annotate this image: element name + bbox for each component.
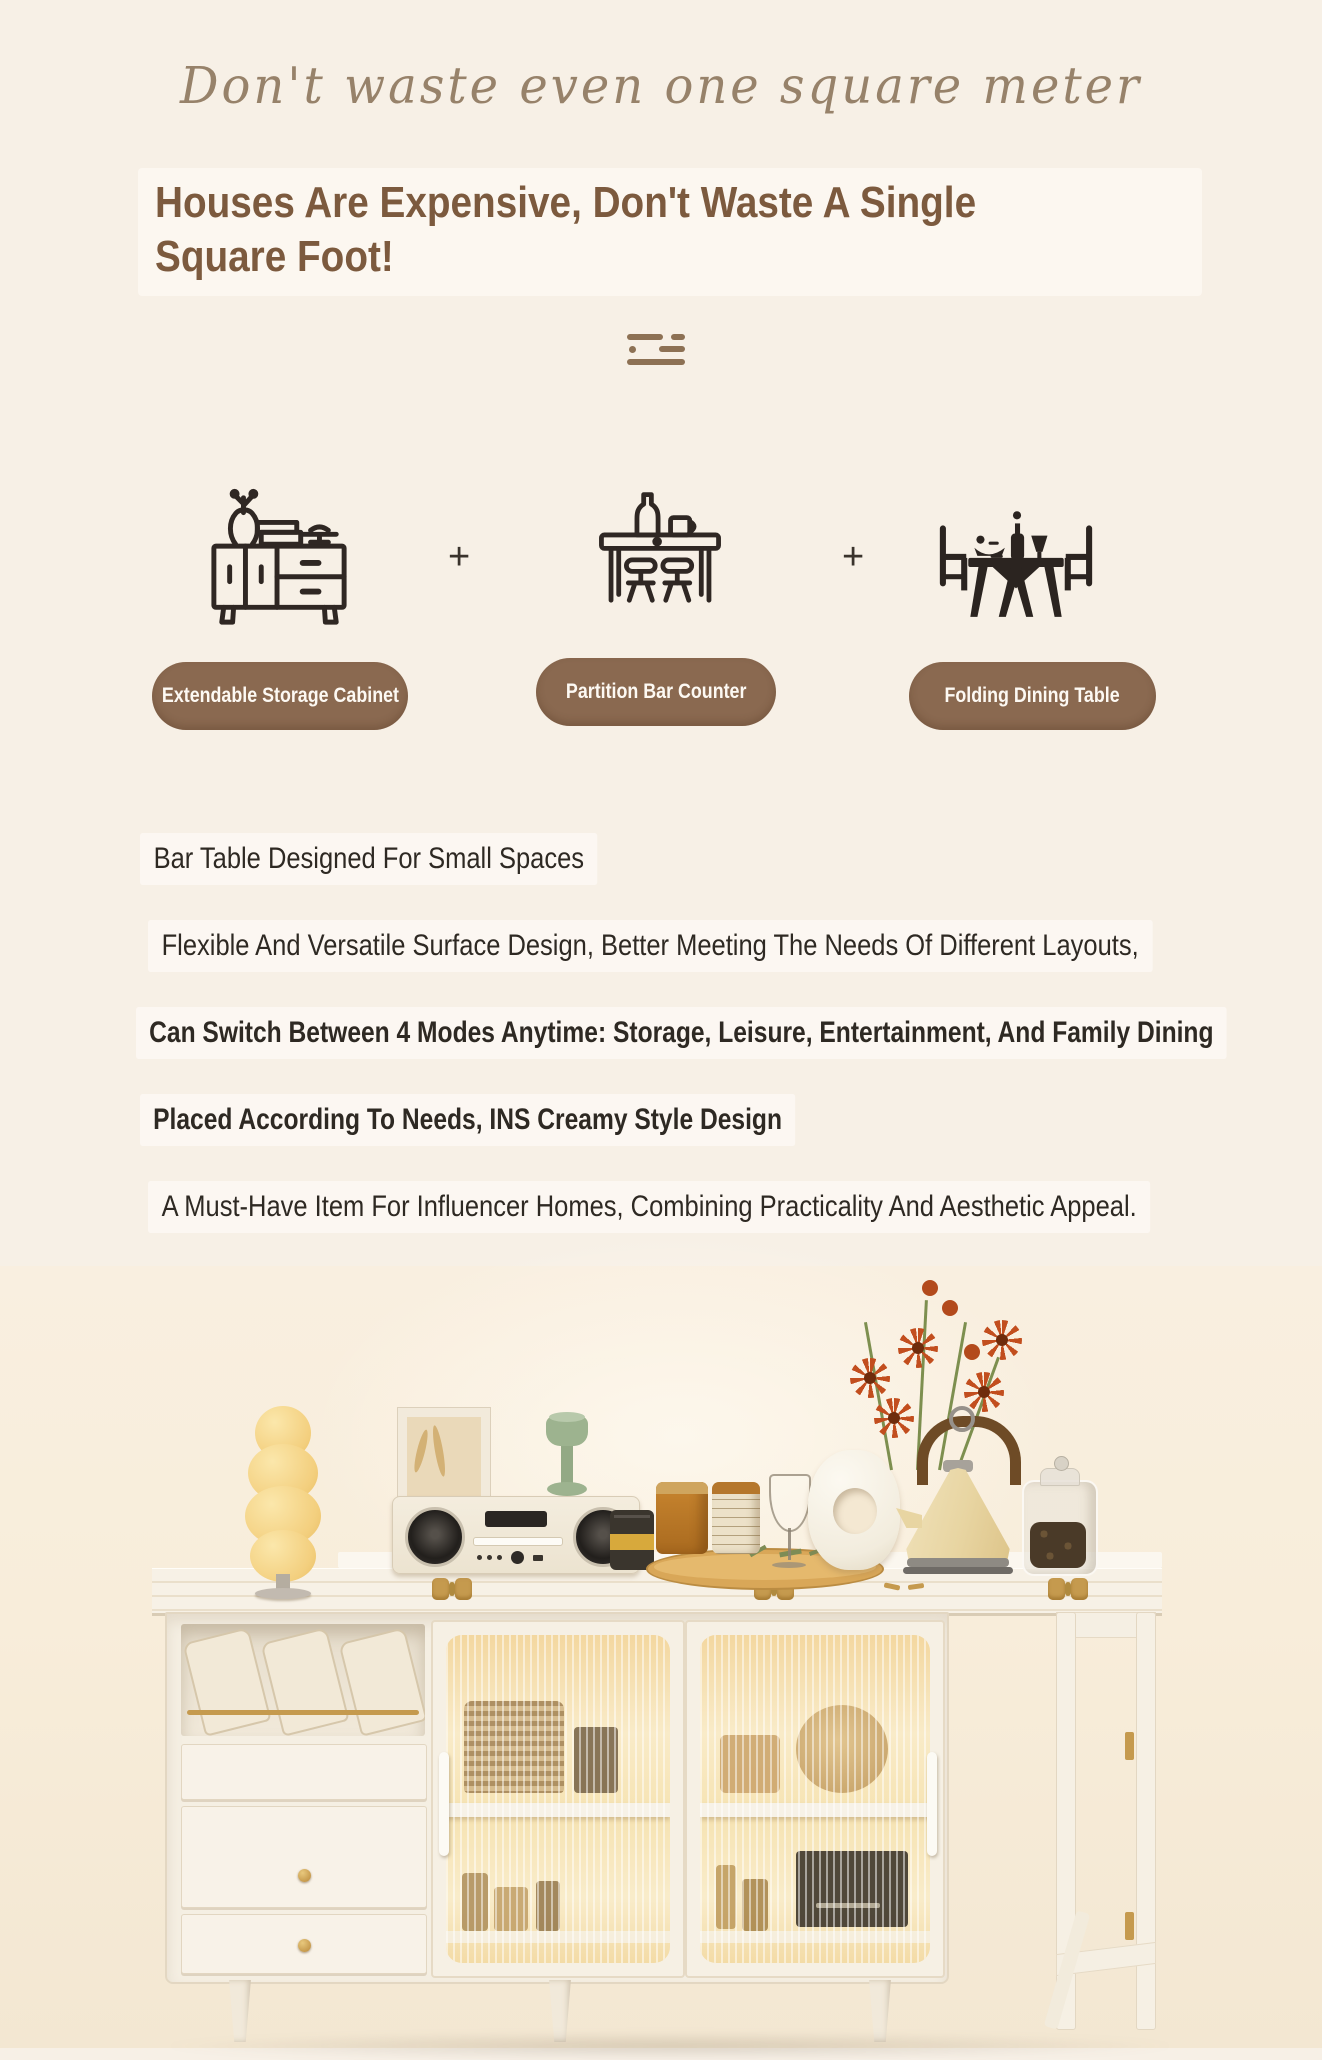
description-line: Can Switch Between 4 Modes Anytime: Storage, Leisure, Entertainment, And Family Dining — [136, 1007, 1227, 1059]
feature-pill-label: Partition Bar Counter — [565, 680, 747, 703]
small-jar — [610, 1510, 654, 1570]
wavy-table-lamp — [240, 1406, 326, 1602]
glass-door-left — [431, 1620, 685, 1978]
product-photo — [0, 1266, 1322, 2048]
page-title — [155, 176, 976, 283]
fold-leg-bar — [1136, 1612, 1156, 2030]
page-title-line2: Square Foot! — [155, 231, 394, 281]
gold-hinge — [432, 1578, 472, 1600]
gold-rail — [187, 1710, 419, 1715]
gold-hinge — [1048, 1578, 1088, 1600]
shallow-drawer — [181, 1744, 427, 1800]
description-line: Bar Table Designed For Small Spaces — [140, 833, 598, 885]
door-handle — [439, 1752, 449, 1856]
canister-labeled — [712, 1482, 760, 1554]
bar-counter-icon — [588, 485, 732, 629]
description-line: A Must-Have Item For Influencer Homes, Combining Practicality And Aesthetic Appeal. — [148, 1181, 1150, 1233]
glass-cookie-jar — [1022, 1480, 1098, 1576]
door-handle — [927, 1752, 937, 1856]
gold-knob — [298, 1869, 311, 1882]
glass-door-right — [685, 1620, 945, 1978]
speaker-left — [405, 1507, 465, 1567]
dining-table-icon — [928, 497, 1104, 629]
plus-separator: + — [448, 536, 471, 578]
gold-leg-hinge — [1125, 1732, 1134, 1760]
feature-pill-bar-counter — [536, 658, 776, 726]
feature-pill-dining-table — [909, 662, 1156, 730]
radio-slider — [473, 1537, 563, 1546]
bottom-drawer — [181, 1914, 427, 1974]
floor-shadow — [150, 2032, 1190, 2060]
canister-amber — [656, 1482, 708, 1554]
radio-display — [485, 1511, 547, 1527]
left-door — [181, 1806, 427, 1908]
cabinet-body — [165, 1612, 949, 1984]
folded-table-legs — [1056, 1612, 1156, 2028]
gold-knob — [298, 1939, 311, 1952]
script-tagline: Don't waste even one square meter — [180, 56, 1142, 116]
wine-glass — [766, 1474, 812, 1570]
storage-cabinet-icon — [200, 483, 358, 631]
retro-radio — [392, 1496, 640, 1574]
radio-knob — [511, 1551, 524, 1564]
list-divider-icon — [627, 334, 685, 370]
cream-kettle — [903, 1416, 1013, 1576]
feature-pill-storage-cabinet — [152, 662, 408, 730]
description-line: Placed According To Needs, INS Creamy Style Design — [140, 1094, 795, 1146]
plus-separator: + — [842, 536, 865, 578]
page-title-line1: Houses Are Expensive, Don't Waste A Single — [155, 178, 977, 227]
description-line: Flexible And Versatile Surface Design, Better Meeting The Needs Of Different Layouts, — [148, 920, 1152, 972]
open-shelf-plates — [181, 1624, 425, 1736]
feature-pill-label: Extendable Storage Cabinet — [161, 684, 399, 707]
feature-pill-label: Folding Dining Table — [944, 684, 1121, 707]
gold-leg-hinge — [1125, 1912, 1134, 1940]
green-candlestick — [540, 1416, 594, 1502]
